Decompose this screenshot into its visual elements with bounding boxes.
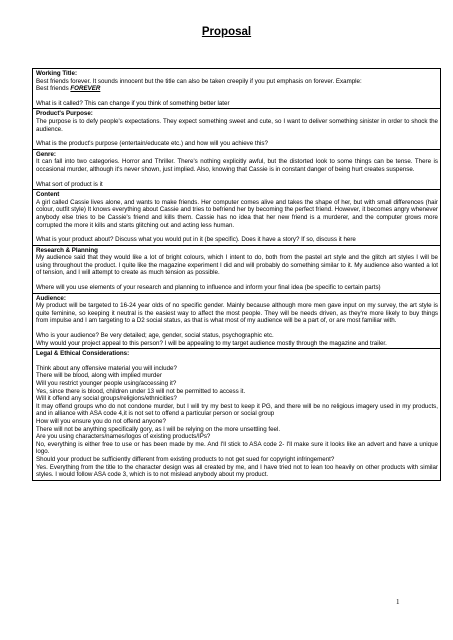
audience-section <box>33 294 440 350</box>
section-question: What sort of product is it <box>36 180 103 188</box>
legal-line: Will you restrict younger people using/accessing it? <box>36 380 177 387</box>
section-heading: Content <box>36 191 60 199</box>
section-heading: Genre: <box>36 150 56 158</box>
legal-line: Yes. Everything from the title to the character design was all created by me, and I have tried not to lean too heavily on other products with similar styles. I would follow ASA code 3, which is to not mislead anybody about my product. <box>36 463 438 479</box>
section-question: Who is your audience? Be very detailed; age, gender, social status, psychographic etc. <box>36 332 274 340</box>
section-text: Best friends forever. It sounds innocent but the title can also be taken creepily if you put emphasis on forever. Example: <box>36 77 362 85</box>
section-question: What is it called? This can change if you think of something better later <box>36 99 230 107</box>
purpose-section <box>33 109 440 149</box>
section-heading: Audience: <box>36 294 66 302</box>
section-heading: Product's Purpose: <box>36 110 93 118</box>
section-example <box>36 85 438 93</box>
genre-section <box>33 150 440 190</box>
legal-line: There will be blood, along with implied murder <box>36 372 162 380</box>
legal-line: Yes, since there is blood, children under 13 will not be permitted to access it. <box>36 387 246 395</box>
legal-section <box>33 349 440 480</box>
working-title-section <box>33 69 440 109</box>
section-question: What is your product about? Discuss what you would put in it (be specific). Does it have a story? If so, discuss it here <box>36 236 356 244</box>
proposal-form <box>32 68 441 481</box>
legal-line: Will it offend any social groups/religions/ethnicities? <box>36 395 177 403</box>
section-question: Where will you use elements of your research and planning to influence and inform your final idea (be specific to certain parts) <box>36 284 381 292</box>
section-text: My audience said that they would like a lot of bright colours, which I intent to do, both from the pastel art style and the glitch art styles I will be using throughout the product. I quite like the magazine experiment I did and will probably do something similar to it. My audience also wanted a lot of tension, and I will attempt to create as much tension as possible. <box>36 254 438 277</box>
legal-line: Are you using characters/names/logos of existing products/IPs? <box>36 433 211 441</box>
document-title: Proposal <box>201 26 252 38</box>
example-prefix: Best friends <box>36 85 71 93</box>
section-heading: Research & Planning <box>36 246 98 254</box>
section-question: What is the product's purpose (entertain/educate etc.) and how will you achieve this? <box>36 140 268 148</box>
section-heading: Working Title: <box>36 70 78 77</box>
section-text: My product will be targeted to 16-24 year olds of no specific gender. Mainly because although more men gave input on my survey, the art style is quite feminine, so keeping it neutral is the easiest way to affect the most people. They will be needs driven, as they're more likely to buy things from impulse and I am targeting to a D2 social status, as that is what most of my audience will be a part of, or are most familiar with. <box>36 302 438 325</box>
legal-line: It may offend groups who do not condone murder, but I will try my best to keep it PG, and there will be no religious imagery used in my products, and in alliance with ASA code 4,it is not set to offend a particular person or social group <box>36 402 438 418</box>
content-section <box>33 190 440 246</box>
section-question: Why would your project appeal to this person? I will be appealing to my target audience mostly through the magazine and trailer. <box>36 339 387 347</box>
section-text: The purpose is to defy people's expectations. They expect something sweet and cute, so I want to deliver something sinister in order to shock the audience. <box>36 117 438 133</box>
legal-line: No, everything is either free to use or has been made by me. And I'll stick to ASA code 2- I'll make sure it looks like an advert and have a unique logo. <box>36 440 438 456</box>
legal-line: How will you ensure you do not offend anyone? <box>36 417 166 425</box>
page-number: 1 <box>396 598 400 606</box>
example-emphasis: FOREVER <box>70 85 101 93</box>
legal-line: Think about any offensive material you will include? <box>36 364 177 372</box>
research-section <box>33 246 440 294</box>
section-text: A girl called Cassie lives alone, and wants to make friends. Her computer comes alive and takes the shape of her, but with small differences (hair colour, outfit style) It knows everything about Cassie and tries to befriend her by becoming the perfect friend. However, it becomes angry whenever anybody else tries to be Cassie's friend and kills them. Cassie has no idea that her new friend is a murderer, and the computer grows more corrupted the more it kills and starts glitching out and acting less human. <box>36 198 438 229</box>
section-text: It can fall into two categories. Horror and Thriller. There's nothing explicitly awful, but the distorted look to some things can be tense. There is occasional murder, although it's never shown, just implied. Also, knowing that Cassie is in constant danger of being hurt creates suspense. <box>36 158 438 173</box>
section-heading: Legal & Ethical Considerations: <box>36 350 130 358</box>
legal-line: There will not be anything specifically gory, as I will be relying on the more unsettling feel. <box>36 425 281 433</box>
legal-line: Should your product be sufficiently different from existing products to not get sued for copyright infringement? <box>36 455 335 463</box>
